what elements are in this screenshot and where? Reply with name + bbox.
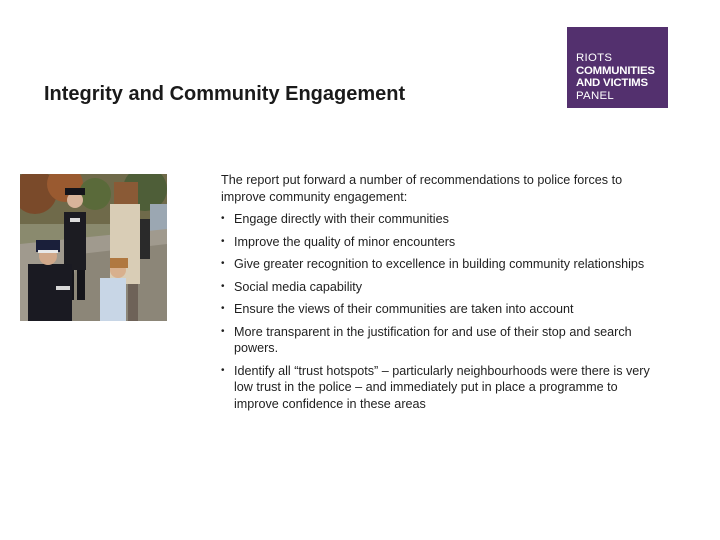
list-item: [221, 256, 661, 273]
list-item: [221, 234, 661, 251]
recommendation-text: Give greater recognition to excellence in building community relationships: [234, 257, 645, 271]
bullet-marker: •: [221, 280, 225, 292]
recommendation-text: More transparent in the justification for and use of their stop and search powers.: [234, 324, 632, 355]
recommendation-text: Social media capability: [234, 279, 363, 294]
logo-line-1: RIOTS: [576, 52, 613, 64]
recommendations-panel: [221, 172, 661, 418]
riots-panel-logo: [567, 27, 668, 108]
bullet-marker: •: [221, 303, 225, 314]
recommendation-text: Improve the quality of minor encounters: [234, 234, 456, 249]
logo-line-2: COMMUNITIES: [576, 64, 655, 77]
bullet-marker: •: [221, 213, 225, 224]
logo-line-3: AND VICTIMS: [576, 77, 648, 89]
bullet-marker: •: [221, 235, 225, 247]
recommendations-list: [221, 211, 661, 412]
recommendation-text: Ensure the views of their communities are taken into account: [234, 302, 574, 316]
list-item: [221, 279, 661, 296]
list-item: [221, 301, 661, 318]
police-community-photo: [20, 174, 167, 321]
photo-illustration: [20, 174, 167, 321]
list-item: [221, 363, 661, 413]
intro-text: The report put forward a number of recommendations to police forces to improve community engagement:: [221, 173, 623, 204]
recommendation-text: Engage directly with their communities: [234, 212, 449, 226]
logo-line-4: PANEL: [576, 89, 615, 102]
list-item: [221, 324, 661, 357]
bullet-marker: •: [221, 325, 225, 337]
recommendation-text: Identify all “trust hotspots” – particularly neighbourhoods were there is very low trust in the police – and immediately put in place a programme to improve confidence in these areas: [234, 363, 650, 411]
slide-title: Integrity and Community Engagement: [44, 83, 406, 105]
bullet-marker: •: [221, 364, 225, 376]
bullet-marker: •: [221, 258, 225, 269]
list-item: [221, 211, 661, 228]
